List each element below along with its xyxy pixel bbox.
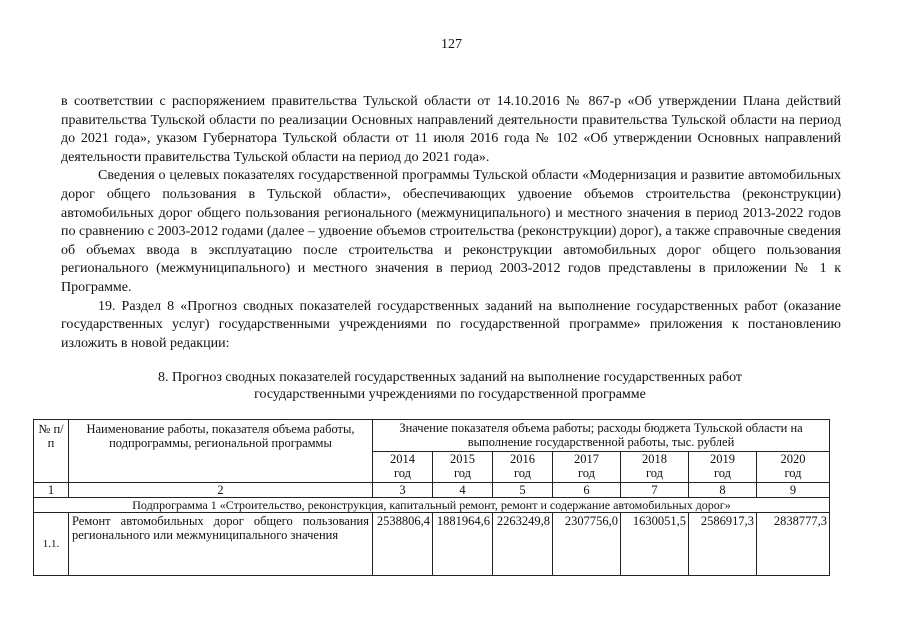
- index-cell: 8: [689, 483, 757, 498]
- table-row: [34, 513, 830, 576]
- row-value-2017: 2307756,0: [553, 513, 621, 576]
- row-value-2019: 2586917,3: [689, 513, 757, 576]
- page-number: 127: [441, 37, 462, 52]
- table-subprogram-row: [34, 498, 830, 513]
- header-year-2016: 2016 год: [493, 452, 553, 483]
- row-number: 1.1.: [34, 513, 69, 576]
- index-cell: 1: [34, 483, 69, 498]
- header-work-name: Наименование работы, показателя объема работы, подпрограммы, региональной программы: [69, 420, 373, 483]
- row-value-2015: 1881964,6: [433, 513, 493, 576]
- table-header-row: [34, 420, 830, 452]
- index-cell: 7: [621, 483, 689, 498]
- paragraph-1: в соответствии с распоряжением правительства Тульской области от 14.10.2016 № 867-р «Об утверждении Плана действий правительства Тульской области по реализации Основных направлений деятельности правительства Тульской области на период до 2021 года», указом Губернатора Тульской области от 11 июля 2016 года № 102 «Об утверждении Основных направлений деятельности правительства Тульской области на период до 2021 года».: [61, 94, 841, 165]
- index-cell: 6: [553, 483, 621, 498]
- budget-table: [33, 419, 830, 576]
- header-year-2018: 2018 год: [621, 452, 689, 483]
- index-cell: 4: [433, 483, 493, 498]
- row-value-2020: 2838777,3: [757, 513, 830, 576]
- body-text: [61, 93, 841, 353]
- paragraph-2: Сведения о целевых показателях государственной программы Тульской области «Модернизация и развитие автомобильных дорог общего пользования в Тульской области», обеспечивающих удвоение объемов строительства (реконструкции) автомобильных дорог общего пользования регионального (межмуниципального) и местного значения в период 2013-2022 годов по сравнению с 2003-2012 годами (далее – удвоение объемов строительства (реконструкции) дорог), а также справочные сведения об объемах ввода в эксплуатацию после строительства и реконструкции автомобильных дорог общего пользования регионального (межмуниципального) и местного значения в период 2003-2012 годов представлены в приложении № 1 к Программе.: [61, 168, 841, 295]
- paragraph-3: 19. Раздел 8 «Прогноз сводных показателей государственных заданий на выполнение государственных работ (оказание государственных услуг) государственными учреждениями по государственной программе» приложения к постановлению изложить в новой редакции:: [61, 298, 841, 351]
- row-value-2018: 1630051,5: [621, 513, 689, 576]
- header-year-2019: 2019 год: [689, 452, 757, 483]
- row-value-2014: 2538806,4: [373, 513, 433, 576]
- header-year-2017: 2017 год: [553, 452, 621, 483]
- table-index-row: [34, 483, 830, 498]
- section-title-line-2: государственными учреждениями по государственной программе: [254, 387, 646, 402]
- index-cell: 2: [69, 483, 373, 498]
- index-cell: 5: [493, 483, 553, 498]
- header-year-2020: 2020 год: [757, 452, 830, 483]
- header-number: № п/п: [34, 420, 69, 483]
- section-title: [80, 369, 820, 403]
- index-cell: 9: [757, 483, 830, 498]
- row-value-2016: 2263249,8: [493, 513, 553, 576]
- index-cell: 3: [373, 483, 433, 498]
- section-title-line-1: 8. Прогноз сводных показателей государственных заданий на выполнение государственных работ: [157, 370, 743, 385]
- row-work-name: Ремонт автомобильных дорог общего пользования регионального или межмуниципального значения: [69, 513, 373, 576]
- header-year-2014: 2014 год: [373, 452, 433, 483]
- subprogram-title: Подпрограмма 1 «Строительство, реконструкция, капитальный ремонт, ремонт и содержание автомобильных дорог»: [34, 498, 830, 513]
- header-values: Значение показателя объема работы; расходы бюджета Тульской области на выполнение государственной работы, тыс. рублей: [373, 420, 830, 452]
- header-year-2015: 2015 год: [433, 452, 493, 483]
